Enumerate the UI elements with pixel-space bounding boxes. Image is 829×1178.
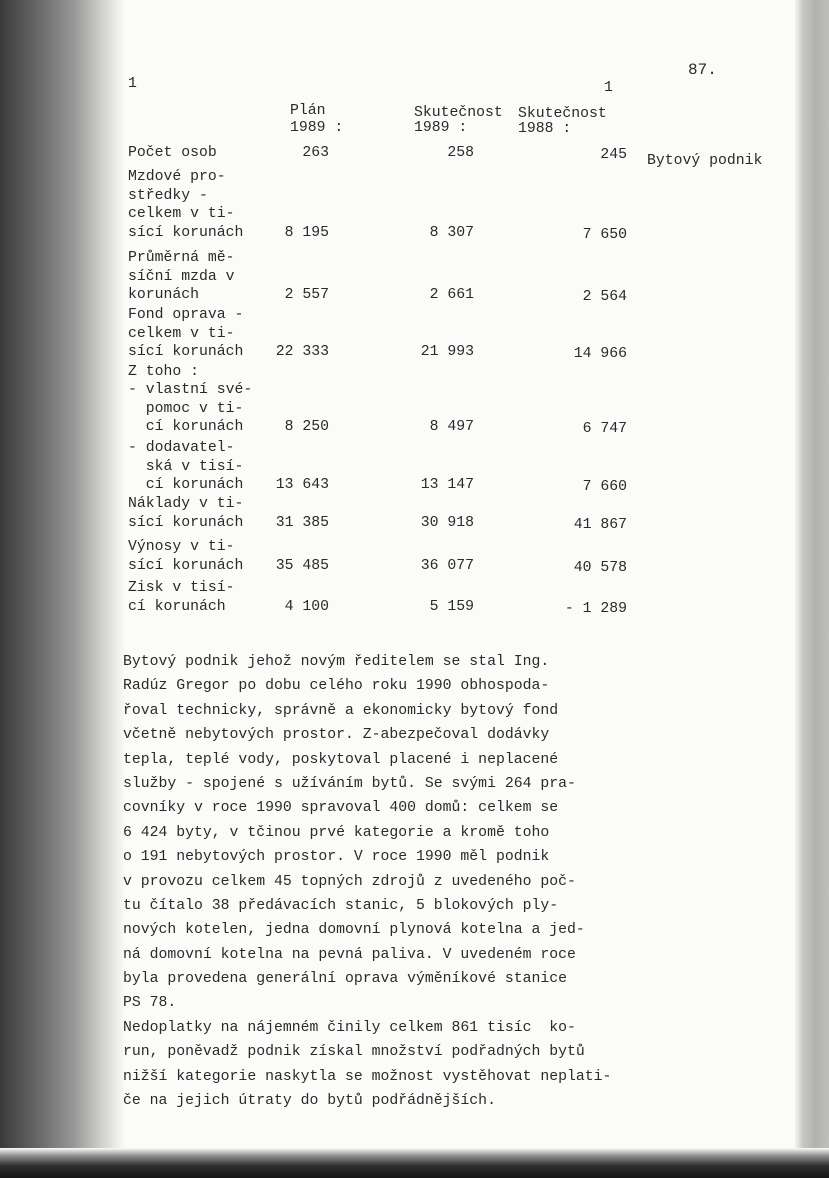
cell-value: 41 867 bbox=[573, 516, 627, 533]
cell-value: 263 bbox=[302, 145, 329, 161]
body-paragraph bbox=[123, 650, 611, 1113]
paragraph-line: tu čítalo 38 předávacích stanic, 5 blokových ply- bbox=[123, 897, 559, 914]
row-label: Průměrná mě- bbox=[128, 250, 235, 266]
row-label: Výnosy v ti- bbox=[128, 539, 235, 555]
cell-value: 22 333 bbox=[275, 344, 329, 360]
cell-value: 30 918 bbox=[420, 514, 474, 531]
paragraph-line: včetně nebytových prostor. Z-abezpečoval dodávky bbox=[123, 727, 550, 744]
row-label: Fond oprava - bbox=[128, 307, 244, 323]
cell-value: 35 485 bbox=[275, 557, 329, 574]
cell-value: 7 660 bbox=[582, 479, 627, 495]
cell-value: 5 159 bbox=[429, 598, 474, 615]
paragraph-line: Nedoplatky na nájemném činily celkem 861 tisíc ko- bbox=[123, 1019, 576, 1036]
row-label: korunách bbox=[128, 287, 200, 303]
paragraph-line: PS 78. bbox=[123, 995, 177, 1012]
margin-mark: 1 bbox=[604, 80, 613, 96]
row-label: Zisk v tisí- bbox=[128, 580, 235, 596]
header-actual-1988: Skutečnost bbox=[518, 106, 607, 122]
paragraph-line: ná domovní kotelna na pevná paliva. V uvedeném roce bbox=[123, 946, 576, 963]
cell-value: 31 385 bbox=[275, 514, 329, 531]
cell-value: 8 250 bbox=[284, 419, 329, 435]
header-actual-1989: Skutečnost bbox=[414, 105, 503, 121]
paragraph-line: o 191 nebytových prostor. V roce 1990 měl podnik bbox=[123, 849, 550, 866]
paragraph-line: covníky v roce 1990 spravoval 400 domů: celkem se bbox=[123, 800, 559, 817]
cell-value: 8 195 bbox=[284, 224, 329, 241]
row-label: sící korunách bbox=[128, 557, 244, 574]
paragraph-line: řoval technicky, správně a ekonomicky bytový fond bbox=[123, 702, 559, 719]
paragraph-line: če na jejich útraty do bytů podřádnějších. bbox=[123, 1093, 496, 1110]
cell-value: 40 578 bbox=[573, 559, 627, 576]
scan-right-edge bbox=[795, 0, 829, 1178]
header-actual-1989-year: 1989 : bbox=[414, 120, 468, 136]
paragraph-line: tepla, teplé vody, poskytoval placené i neplacené bbox=[123, 751, 559, 768]
row-label: - dodavatel- bbox=[128, 440, 235, 456]
cell-value: 2 661 bbox=[429, 287, 474, 303]
cell-value: - 1 289 bbox=[564, 600, 627, 617]
cell-value: 7 650 bbox=[582, 226, 627, 243]
row-label: sící korunách bbox=[128, 514, 244, 531]
paragraph-line: nových kotelen, jedna domovní plynová kotelna a jed- bbox=[123, 922, 585, 939]
paragraph-line: v provozu celkem 45 topných zdrojů z uvedeného poč- bbox=[123, 873, 576, 890]
paragraph-line: Radúz Gregor po dobu celého roku 1990 obhospoda- bbox=[123, 678, 550, 695]
cell-value: 2 557 bbox=[284, 287, 329, 303]
cell-value: 8 497 bbox=[429, 419, 474, 435]
paragraph-line: služby - spojené s užíváním bytů. Se svými 264 pra- bbox=[123, 775, 576, 792]
row-label: pomoc v ti- bbox=[128, 400, 244, 417]
cell-value: 6 747 bbox=[582, 421, 627, 437]
row-label: Z toho : bbox=[128, 364, 200, 380]
header-actual-1988-year: 1988 : bbox=[518, 121, 572, 137]
paragraph-line: byla provedena generální oprava výměníkové stanice bbox=[123, 971, 567, 988]
cell-value: 21 993 bbox=[420, 344, 474, 360]
margin-mark: 1 bbox=[128, 76, 137, 92]
row-label: středky - bbox=[128, 187, 208, 204]
paragraph-line: 6 424 byty, v tčinou prvé kategorie a kromě toho bbox=[123, 824, 550, 841]
row-label: celkem v ti- bbox=[128, 206, 235, 222]
row-label: Náklady v ti- bbox=[128, 496, 244, 512]
cell-value: 4 100 bbox=[284, 598, 329, 615]
cell-value: 36 077 bbox=[420, 557, 474, 574]
row-label: cí korunách bbox=[128, 419, 244, 435]
row-label: sící korunách bbox=[128, 224, 244, 241]
cell-value: 14 966 bbox=[573, 346, 627, 362]
scan-left-edge bbox=[0, 0, 125, 1178]
row-label: - vlastní své- bbox=[128, 382, 253, 398]
cell-value: 245 bbox=[600, 147, 627, 163]
row-label: síční mzda v bbox=[128, 268, 235, 285]
row-label: ská v tisí- bbox=[128, 458, 244, 475]
cell-value: 258 bbox=[447, 145, 474, 161]
cell-value: 2 564 bbox=[582, 289, 627, 305]
row-label: sící korunách bbox=[128, 344, 244, 360]
cell-value: 8 307 bbox=[429, 224, 474, 241]
side-label: Bytový podnik bbox=[647, 153, 763, 169]
row-label: celkem v ti- bbox=[128, 325, 235, 342]
row-label: Počet osob bbox=[128, 145, 217, 161]
header-plan-year: 1989 : bbox=[290, 120, 344, 136]
row-label: cí korunách bbox=[128, 477, 244, 493]
scan-bottom-edge bbox=[0, 1148, 829, 1178]
row-label: cí korunách bbox=[128, 598, 226, 615]
cell-value: 13 147 bbox=[420, 477, 474, 493]
row-label: Mzdové pro- bbox=[128, 169, 226, 185]
paragraph-line: run, poněvadž podnik získal množství podřadných bytů bbox=[123, 1044, 585, 1061]
paragraph-line: nižší kategorie naskytla se možnost vystěhovat neplati- bbox=[123, 1068, 612, 1085]
cell-value: 13 643 bbox=[275, 477, 329, 493]
page-number: 87. bbox=[688, 61, 717, 79]
paragraph-line: Bytový podnik jehož novým ředitelem se stal Ing. bbox=[123, 654, 550, 670]
header-plan: Plán bbox=[290, 103, 326, 119]
